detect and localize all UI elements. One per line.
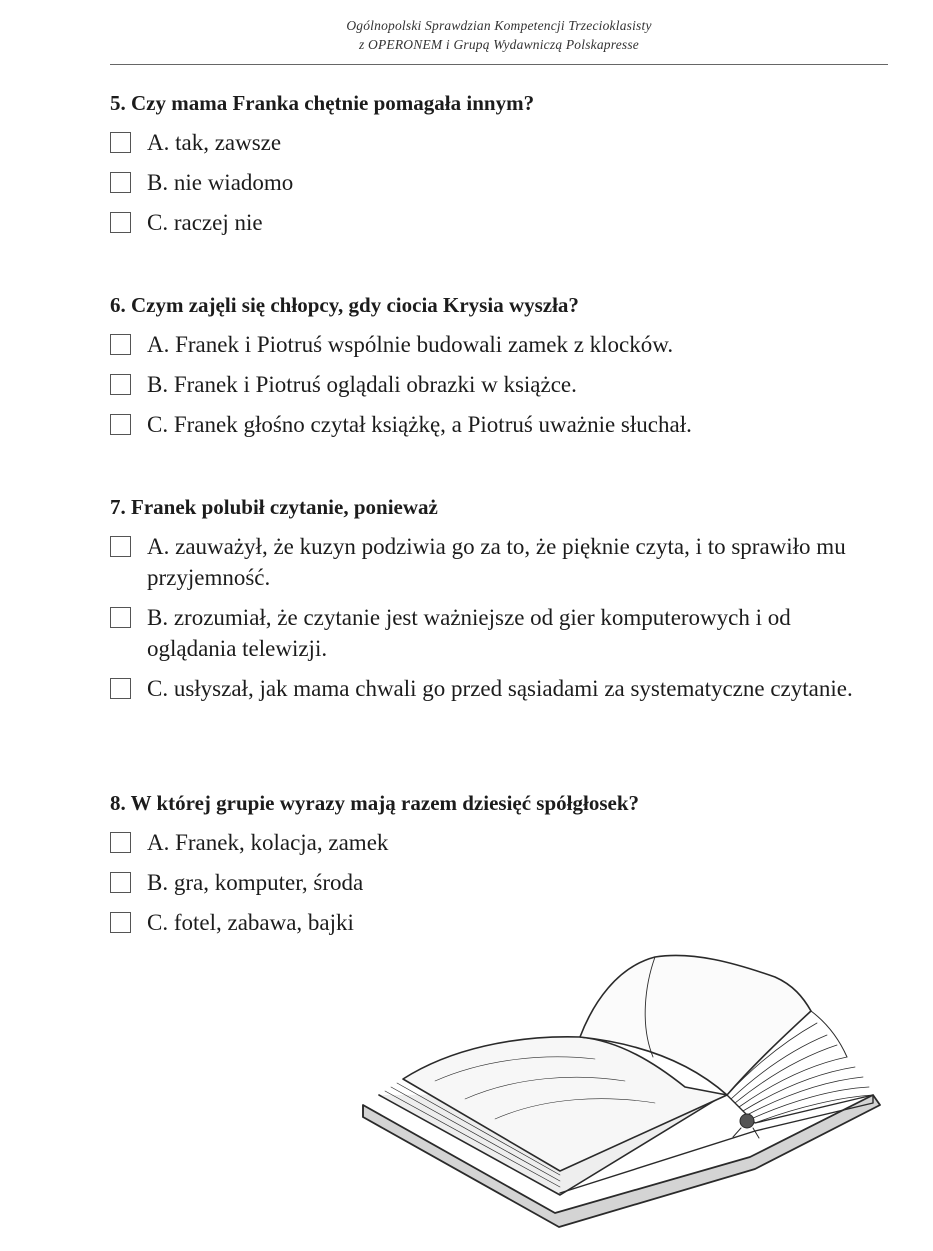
answer-option [110, 369, 880, 400]
answer-checkbox[interactable] [110, 374, 131, 395]
answer-checkbox[interactable] [110, 678, 131, 699]
answer-text: A. tak, zawsze [147, 130, 282, 155]
answer-option [110, 907, 880, 938]
question-title: 8. W której grupie wyrazy mają razem dziesięć spółgłosek? [110, 791, 639, 815]
answer-text: C. Franek głośno czytał książkę, a Piotruś uważnie słuchał. [147, 412, 692, 437]
answer-option [110, 127, 880, 158]
answer-checkbox[interactable] [110, 132, 131, 153]
question-title: 6. Czym zajęli się chłopcy, gdy ciocia Krysia wyszła? [110, 293, 579, 317]
header-divider [110, 64, 888, 65]
answer-text: A. Franek, kolacja, zamek [147, 830, 389, 855]
question-title: 7. Franek polubił czytanie, ponieważ [110, 495, 438, 519]
answer-checkbox[interactable] [110, 607, 131, 628]
answer-option [110, 673, 875, 704]
question-title: 5. Czy mama Franka chętnie pomagała innym? [110, 91, 535, 115]
answer-text: C. usłyszał, jak mama chwali go przed sąsiadami za systematyczne czytanie. [147, 676, 853, 701]
question-6 [110, 292, 880, 449]
answer-checkbox[interactable] [110, 832, 131, 853]
answer-option [110, 827, 880, 858]
answer-option [110, 167, 880, 198]
answer-text: C. raczej nie [147, 210, 263, 235]
answer-text: B. gra, komputer, środa [147, 870, 364, 895]
answer-checkbox[interactable] [110, 912, 131, 933]
page-header [110, 16, 888, 54]
answer-checkbox[interactable] [110, 872, 131, 893]
answer-text: B. nie wiadomo [147, 170, 294, 195]
answer-option [110, 531, 875, 593]
answer-text: B. Franek i Piotruś oglądali obrazki w książce. [147, 372, 577, 397]
answer-option [110, 329, 880, 360]
answer-option [110, 867, 880, 898]
answer-text: A. Franek i Piotruś wspólnie budowali zamek z klocków. [147, 332, 674, 357]
answer-checkbox[interactable] [110, 414, 131, 435]
answer-checkbox[interactable] [110, 536, 131, 557]
answer-option [110, 602, 875, 664]
answer-text: A. zauważył, że kuzyn podziwia go za to, że pięknie czyta, i to sprawiło mu przyjemność. [147, 534, 846, 590]
answer-checkbox[interactable] [110, 334, 131, 355]
question-7 [110, 494, 875, 713]
answer-option [110, 409, 880, 440]
answer-checkbox[interactable] [110, 172, 131, 193]
answer-text: C. fotel, zabawa, bajki [147, 910, 354, 935]
open-book-icon [355, 945, 890, 1245]
header-line-2: z OPERONEM i Grupą Wydawniczą Polskapresse [358, 37, 639, 52]
answer-text: B. zrozumiał, że czytanie jest ważniejsze od gier komputerowych i od oglądania telewizji. [147, 605, 791, 661]
answer-option [110, 207, 880, 238]
header-line-1: Ogólnopolski Sprawdzian Kompetencji Trzecioklasisty [346, 18, 652, 33]
question-5 [110, 90, 880, 247]
answer-checkbox[interactable] [110, 212, 131, 233]
question-8 [110, 790, 880, 947]
